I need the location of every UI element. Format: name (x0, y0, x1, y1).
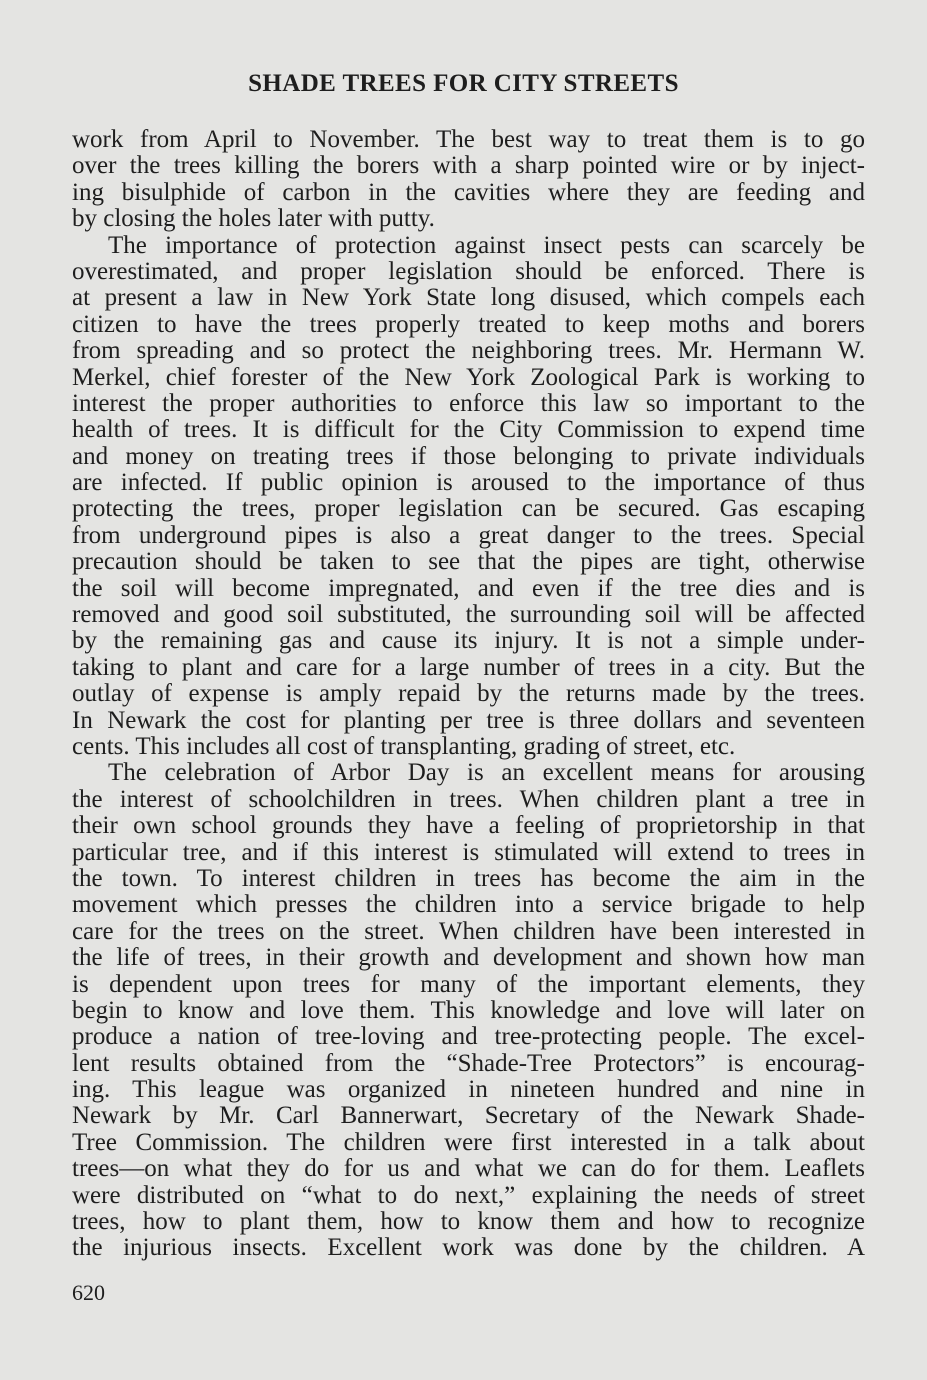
text-line: overestimated, and proper legislation should be enforced. There is (72, 257, 865, 285)
text-line: the injurious insects. Excellent work was done by the children. A (72, 1234, 865, 1262)
text-line: removed and good soil substituted, the surrounding soil will be affected (72, 601, 865, 629)
text-line: the life of trees, in their growth and development and shown how man (72, 944, 865, 972)
text-line: were distributed on “what to do next,” explaining the needs of street (72, 1181, 865, 1209)
text-line: Newark by Mr. Carl Bannerwart, Secretary of the Newark Shade- (72, 1102, 865, 1130)
body-text (72, 127, 865, 1262)
text-line: protecting the trees, proper legislation can be secured. Gas escaping (72, 495, 865, 523)
text-line: their own school grounds they have a feeling of proprietorship in that (72, 812, 865, 840)
text-line: ing. This league was organized in nineteen hundred and nine in (72, 1076, 865, 1104)
text-line: movement which presses the children into a service brigade to help (72, 891, 865, 919)
text-line: begin to know and love them. This knowledge and love will later on (72, 996, 865, 1024)
text-line: health of trees. It is difficult for the City Commission to expend time (72, 416, 865, 444)
text-line: by the remaining gas and cause its injury. It is not a simple under- (72, 627, 865, 655)
text-line: precaution should be taken to see that the pipes are tight, otherwise (72, 548, 865, 576)
text-line: taking to plant and care for a large number of trees in a city. But the (72, 653, 865, 681)
text-line: from spreading and so protect the neighboring trees. Mr. Hermann W. (72, 337, 865, 365)
page-number: 620 (72, 1280, 105, 1305)
text-line: and money on treating trees if those belonging to private individuals (72, 442, 865, 470)
text-line: lent results obtained from the “Shade-Tree Protectors” is encourag- (72, 1049, 865, 1077)
text-line: The importance of protection against insect pests can scarcely be (108, 231, 865, 259)
text-line: outlay of expense is amply repaid by the returns made by the trees. (72, 680, 865, 708)
text-line: the soil will become impregnated, and even if the tree dies and is (72, 574, 865, 602)
text-line: work from April to November. The best way to treat them is to go (72, 126, 865, 153)
text-line: particular tree, and if this interest is stimulated will extend to trees in (72, 838, 865, 866)
text-line: interest the proper authorities to enforce this law so important to the (72, 389, 865, 417)
text-line: trees—on what they do for us and what we can do for them. Leaflets (72, 1155, 865, 1183)
text-line: Tree Commission. The children were first interested in a talk about (72, 1128, 865, 1156)
text-line: Merkel, chief forester of the New York Zoological Park is working to (72, 363, 865, 391)
text-line: the interest of schoolchildren in trees. When children plant a tree in (72, 785, 865, 813)
text-line: is dependent upon trees for many of the important elements, they (72, 970, 865, 998)
text-line: are infected. If public opinion is aroused to the importance of thus (72, 469, 865, 497)
text-line: citizen to have the trees properly treated to keep moths and borers (72, 310, 865, 338)
text-line: from underground pipes is also a great danger to the trees. Special (72, 521, 865, 549)
text-line: trees, how to plant them, how to know them and how to recognize (72, 1208, 865, 1236)
text-line: In Newark the cost for planting per tree is three dollars and seventeen (72, 706, 865, 734)
running-head: SHADE TREES FOR CITY STREETS (248, 70, 679, 97)
text-line: the town. To interest children in trees has become the aim in the (72, 864, 865, 892)
text-line: by closing the holes later with putty. (72, 205, 435, 233)
text-line: cents. This includes all cost of transplanting, grading of street, etc. (72, 732, 736, 760)
text-line: at present a law in New York State long disused, which compels each (72, 284, 865, 312)
text-line: ing bisulphide of carbon in the cavities where they are feeding and (72, 178, 865, 206)
text-line: over the trees killing the borers with a sharp pointed wire or by inject- (72, 152, 865, 180)
text-line: produce a nation of tree-loving and tree-protecting people. The excel- (72, 1023, 865, 1051)
text-line: care for the trees on the street. When children have been interested in (72, 917, 865, 945)
text-line: The celebration of Arbor Day is an excellent means for arousing (108, 759, 865, 787)
